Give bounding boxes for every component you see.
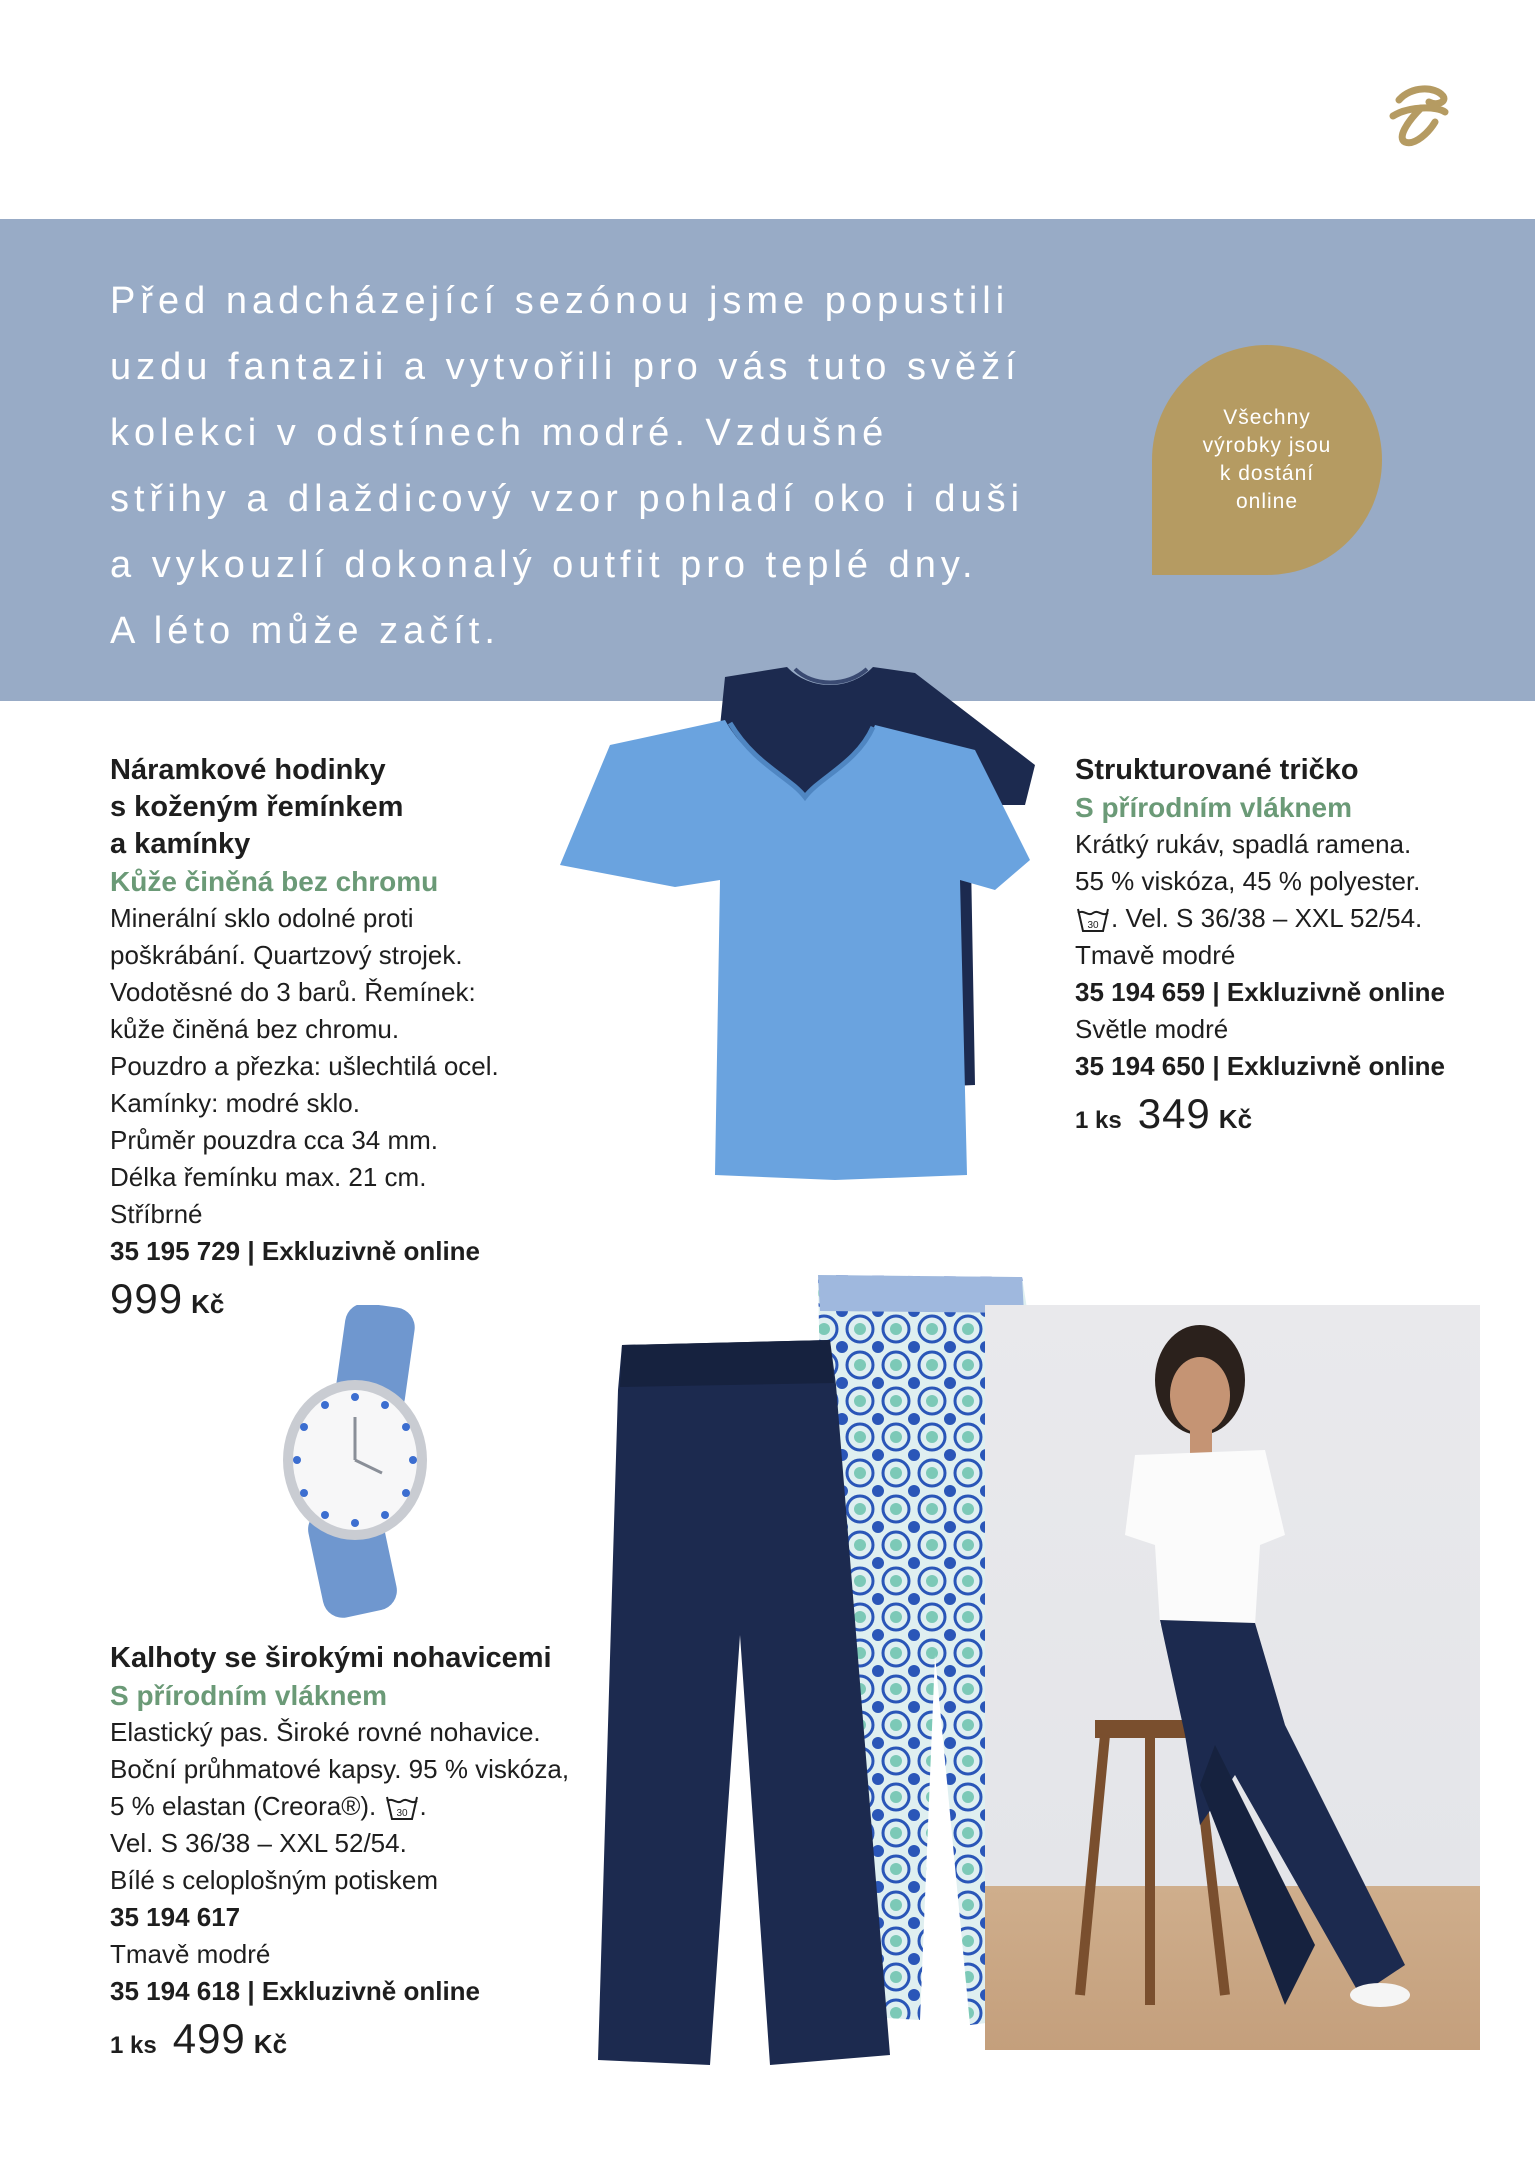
product-description: poškrábání. Quartzový strojek.	[110, 940, 463, 970]
product-description: Kamínky: modré sklo.	[110, 1088, 360, 1118]
product-color: Tmavě modré	[1075, 940, 1236, 970]
badge-line: online	[1235, 490, 1299, 513]
wash-30-icon	[1075, 905, 1111, 935]
product-description: Délka řemínku max. 21 cm.	[110, 1162, 427, 1192]
product-tshirt	[1075, 752, 1515, 1139]
intro-text	[110, 268, 1070, 664]
product-description: Boční průhmatové kapsy. 95 % viskóza,	[110, 1754, 570, 1784]
product-title: s koženým řemínkem	[110, 791, 404, 823]
svg-text:30: 30	[395, 1808, 408, 1820]
product-pants	[110, 1640, 610, 2064]
product-description: Vodotěsné do 3 barů. Řemínek:	[110, 977, 476, 1007]
price-currency: Kč	[253, 2029, 288, 2059]
product-sku: 35 194 650 | Exkluzivně online	[1075, 1051, 1446, 1081]
badge-line: Všechny	[1223, 406, 1311, 429]
product-description: kůže činěná bez chromu.	[110, 1014, 400, 1044]
product-title: Náramkové hodinky	[110, 754, 386, 786]
intro-line: střihy a dlaždicový vzor pohladí oko i duši	[110, 478, 1025, 520]
badge-line: k dostání	[1219, 462, 1315, 485]
tshirt-image	[555, 665, 1040, 1185]
intro-line: Před nadcházející sezónou jsme popustili	[110, 280, 1010, 322]
product-title: Strukturované tričko	[1075, 754, 1359, 786]
intro-line: uzdu fantazii a vytvořili pro vás tuto svěží	[110, 346, 1021, 388]
product-title: Kalhoty se širokými nohavicemi	[110, 1642, 552, 1674]
product-color: Stříbrné	[110, 1199, 203, 1229]
product-price	[1075, 1090, 1515, 1139]
model-photo	[985, 1305, 1480, 2050]
product-description: Pouzdro a přezka: ušlechtilá ocel.	[110, 1051, 499, 1081]
intro-line: kolekci v odstínech modré. Vzdušné	[110, 412, 889, 454]
product-description: 55 % viskóza, 45 % polyester.	[1075, 866, 1421, 896]
product-description: 30 . Vel. S 36/38 – XXL 52/54.	[1075, 900, 1515, 937]
svg-text:30: 30	[1087, 920, 1099, 932]
price-currency: Kč	[1218, 1104, 1253, 1134]
brand-logo-icon	[1385, 78, 1453, 148]
online-badge	[1152, 345, 1382, 575]
product-sku: 35 194 617	[110, 1902, 241, 1932]
product-sku: 35 194 659 | Exkluzivně online	[1075, 977, 1446, 1007]
product-description: Průměr pouzdra cca 34 mm.	[110, 1125, 439, 1155]
product-title: a kamínky	[110, 828, 251, 860]
intro-line: A léto může začít.	[110, 610, 500, 652]
product-color: Tmavě modré	[110, 1939, 271, 1969]
wash-30-icon	[384, 1793, 420, 1823]
price-quantity: 1 ks	[1075, 1107, 1122, 1134]
product-description: 5 % elastan (Creora®). 30 .	[110, 1788, 610, 1825]
product-watch	[110, 752, 610, 1323]
product-description: Vel. S 36/38 – XXL 52/54.	[110, 1828, 407, 1858]
product-subtitle: Kůže činěná bez chromu	[110, 866, 439, 897]
product-price	[110, 2015, 610, 2064]
price-amount: 499	[172, 2015, 246, 2062]
product-sku: 35 194 618 | Exkluzivně online	[110, 1976, 481, 2006]
price-currency: Kč	[191, 1289, 225, 1319]
watch-image	[270, 1305, 470, 1625]
product-description: Krátký rukáv, spadlá ramena.	[1075, 829, 1412, 859]
product-color: Bílé s celoplošným potiskem	[110, 1865, 439, 1895]
product-color: Světle modré	[1075, 1014, 1229, 1044]
product-subtitle: S přírodním vláknem	[1075, 792, 1352, 823]
price-amount: 999	[110, 1275, 184, 1322]
product-description: Minerální sklo odolné proti	[110, 903, 414, 933]
product-sku: 35 195 729 | Exkluzivně online	[110, 1236, 481, 1266]
price-amount: 349	[1137, 1090, 1211, 1137]
intro-line: a vykouzlí dokonalý outfit pro teplé dny.	[110, 544, 978, 586]
product-description: Elastický pas. Široké rovné nohavice.	[110, 1717, 541, 1747]
product-subtitle: S přírodním vláknem	[110, 1680, 387, 1711]
model-figure	[985, 1305, 1480, 2050]
badge-line: výrobky jsou	[1202, 434, 1332, 457]
price-quantity: 1 ks	[110, 2032, 157, 2059]
